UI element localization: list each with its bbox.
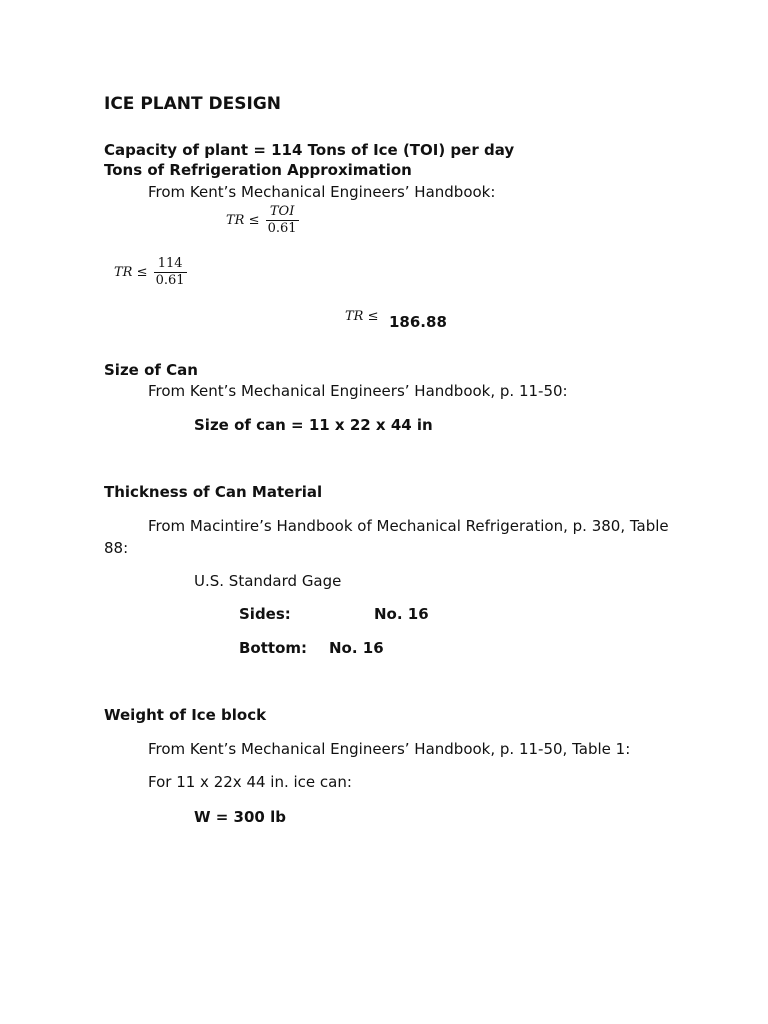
thickness-source-line2: 88: [104,539,129,557]
capacity-line: Capacity of plant = 114 Tons of Ice (TOI) per day [104,141,515,159]
bottom-label: Bottom: [239,639,308,657]
equation-tr-114 [114,256,187,289]
can-size-value: Size of can = 11 x 22 x 44 in [194,416,433,434]
eq1-numerator: TOI [266,204,299,221]
thickness-source-line1: From Macintire’s Handbook of Mechanical Refrigeration, p. 380, Table [148,517,669,535]
weight-source: From Kent’s Mechanical Engineers’ Handbook, p. 11-50, Table 1: [148,740,631,758]
tons-heading: Tons of Refrigeration Approximation [104,161,412,179]
bottom-value: No. 16 [329,639,384,657]
tons-source: From Kent’s Mechanical Engineers’ Handbook: [148,183,496,201]
equation-tr-result-lhs [345,309,378,324]
gage-label: U.S. Standard Gage [194,572,342,590]
can-size-source: From Kent’s Mechanical Engineers’ Handbook, p. 11-50: [148,382,568,400]
eq1-lhs: TR ≤ [226,213,260,228]
weight-heading: Weight of Ice block [104,706,267,724]
thickness-heading: Thickness of Can Material [104,483,323,501]
sides-label: Sides: [239,605,291,623]
tr-result-value: 186.88 [389,313,447,331]
equation-tr-toi [226,204,299,237]
eq1-denominator: 0.61 [267,221,297,236]
weight-for-line: For 11 x 22x 44 in. ice can: [148,773,352,791]
page-title: ICE PLANT DESIGN [104,94,281,114]
eq3-lhs: TR ≤ [345,309,379,324]
sides-value: No. 16 [374,605,429,623]
eq1-fraction [266,204,299,237]
eq2-lhs: TR ≤ [114,265,148,280]
eq2-numerator: 114 [154,256,187,273]
weight-value: W = 300 lb [194,808,286,826]
eq2-denominator: 0.61 [155,273,185,288]
can-size-heading: Size of Can [104,361,198,379]
eq2-fraction [154,256,187,289]
